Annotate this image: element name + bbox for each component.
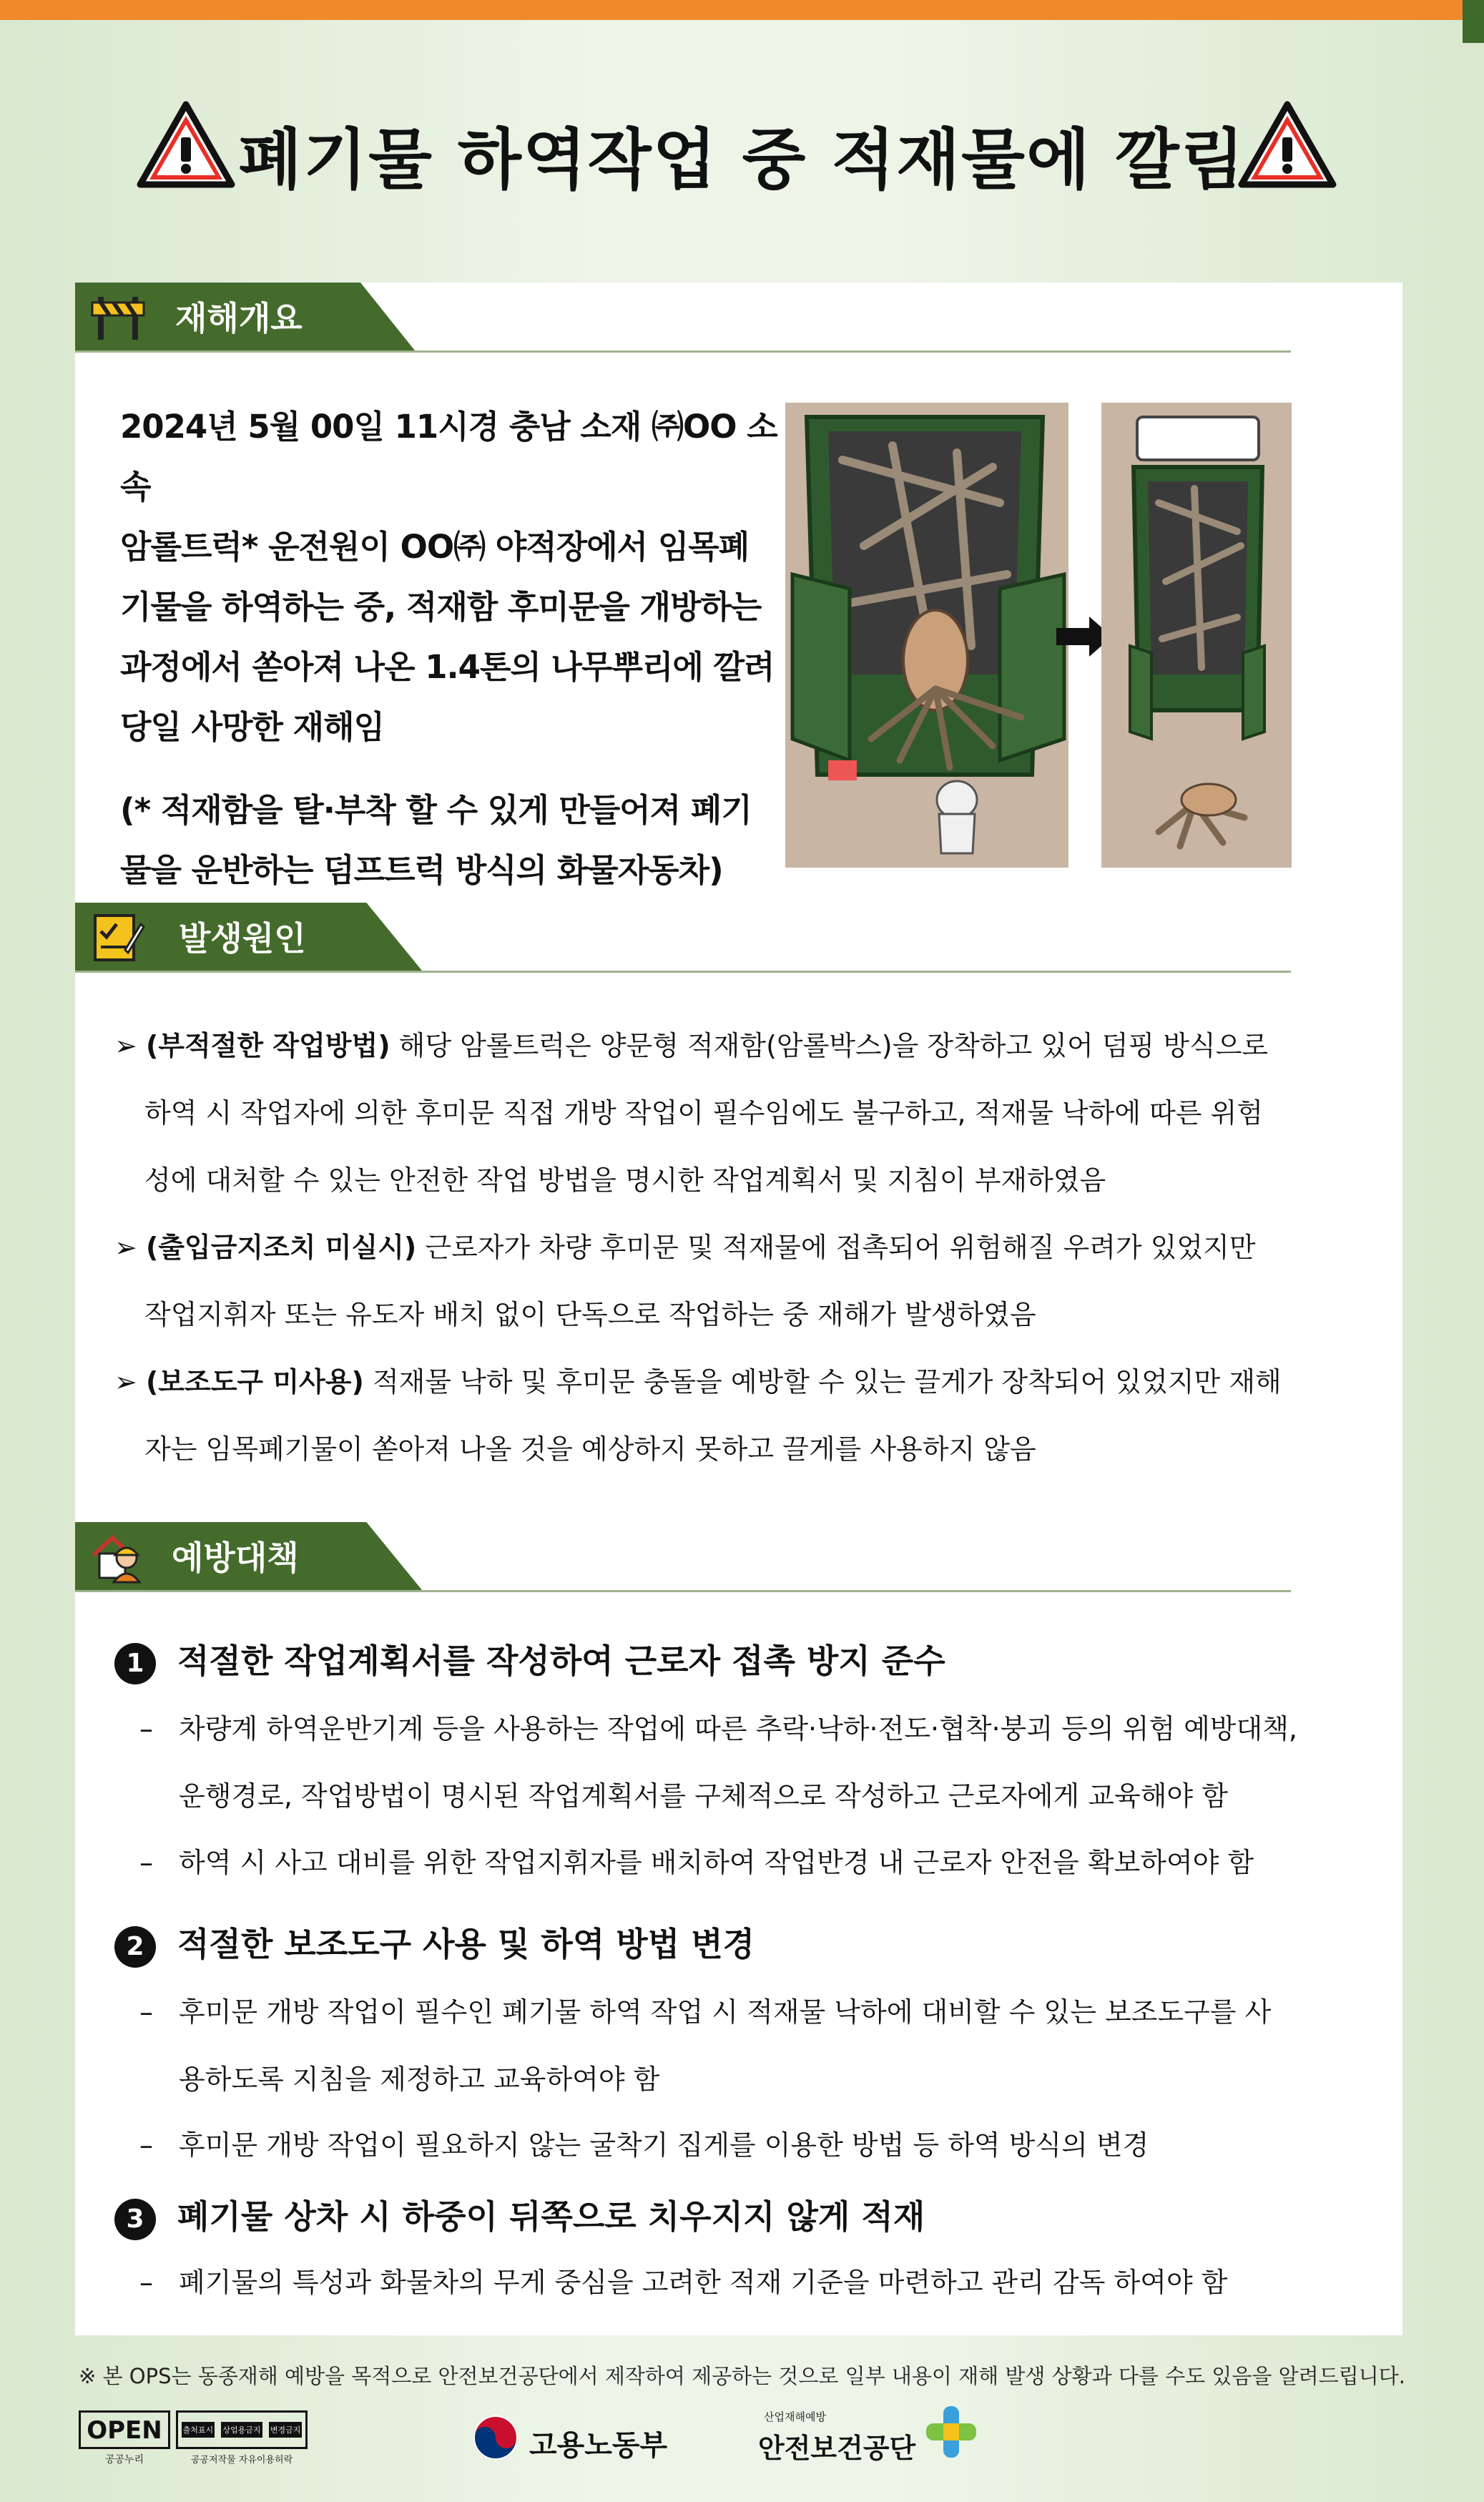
top-accent-bar (0, 0, 1484, 20)
divider (75, 1590, 1291, 1592)
checklist-icon (91, 910, 145, 964)
overview-line: 2024년 5월 00일 11시경 충남 소재 ㈜OO 소속 (120, 408, 777, 506)
barricade-icon (91, 290, 145, 344)
number-badge: 1 (114, 1643, 156, 1684)
top-corner-bar (1463, 0, 1484, 43)
cause-item: ➢ (출입금지조치 미실시) 근로자가 차량 후미문 및 적재물에 접촉되어 위험해질 우려가 있었지만 (114, 1232, 1256, 1263)
overview-line: 과정에서 쏟아져 나온 1.4톤의 나무뿌리에 깔려 (120, 648, 775, 686)
cause-text: 성에 대처할 수 있는 안전한 작업 방법을 명시한 작업계획서 및 지침이 부재하였음 (144, 1164, 1106, 1196)
overview-line: 기물을 하역하는 중, 적재함 후미문을 개방하는 (120, 588, 762, 626)
open-license-badge (79, 2410, 308, 2468)
prevention-item: – 하역 시 사고 대비를 위한 작업지휘자를 배치하여 작업반경 내 근로자 안전을 확보하여야 함 (139, 1847, 1254, 1878)
cause-text: 작업지휘자 또는 유도자 배치 없이 단독으로 작업하는 중 재해가 발생하였음 (144, 1299, 1036, 1330)
cause-item: ➢ (부적절한 작업방법) 해당 암롤트럭은 양문형 적재함(암롤박스)을 장착하고 있어 덤핑 방식으로 (114, 1030, 1269, 1061)
divider (75, 350, 1291, 353)
prevention-heading: 2 적절한 보조도구 사용 및 하역 방법 변경 (114, 1918, 755, 1968)
overview-line: 당일 사망한 재해임 (120, 708, 385, 746)
overview-note-line: 물을 운반하는 덤프트럭 방식의 화물자동차) (120, 851, 723, 889)
worker-house-icon (91, 1529, 145, 1584)
section-title: 발생원인 (179, 919, 306, 958)
prevention-item: – 차량계 하역운반기계 등을 사용하는 작업에 따른 추락·낙하·전도·협착·붕괴 등의 위험 예방대책, (139, 1713, 1298, 1745)
accident-illustration-after (1101, 403, 1292, 868)
agency-small-text: 산업재해예방 (764, 2410, 826, 2423)
overview-note-line: (* 적재함을 탈·부착 할 수 있게 만들어져 폐기 (120, 791, 752, 829)
accident-illustration-before (785, 403, 1068, 868)
open-license-logo: OPEN (79, 2410, 170, 2449)
agency-cross-icon (926, 2403, 976, 2461)
section-title: 예방대책 (172, 1539, 299, 1577)
page-title: 폐기물 하역작업 중 적재물에 깔림 (238, 122, 1246, 198)
cause-text: 자는 임목폐기물이 쏟아져 나올 것을 예상하지 못하고 끌게를 사용하지 않음 (144, 1433, 1036, 1465)
causes-list (114, 1012, 1387, 1483)
license-type: 공공저작물 자유이용허락 (190, 2455, 293, 2466)
overview-text (120, 397, 778, 901)
number-badge: 2 (114, 1926, 156, 1968)
taegeuk-icon (472, 2414, 519, 2461)
prevention-item: – 후미문 개방 작업이 필수인 폐기물 하역 작업 시 적재물 낙하에 대비할 수 있는 보조도구를 사 (139, 1996, 1272, 2028)
open-license-sub: 공공누리 (104, 2454, 144, 2466)
ministry-logo (472, 2414, 687, 2464)
section-header-causes (75, 903, 1291, 971)
prevention-item: – 폐기물의 특성과 화물차의 무게 중심을 고려한 적재 기준을 마련하고 관리 감독 하여야 함 (139, 2267, 1228, 2298)
ministry-name: 고용노동부 (529, 2429, 668, 2462)
overview-line: 암롤트럭* 운전원이 OO㈜ 야적장에서 임목폐 (120, 528, 750, 566)
agency-name: 안전보건공단 (758, 2433, 916, 2464)
cause-text: 하역 시 작업자에 의한 후미문 직접 개방 작업이 필수임에도 불구하고, 적재물 낙하에 따른 위험 (144, 1097, 1264, 1129)
section-title: 재해개요 (175, 299, 303, 338)
section-header-overview (75, 283, 1291, 350)
prevention-heading: 1 적절한 작업계획서를 작성하여 근로자 접촉 방지 준수 (114, 1635, 945, 1684)
cause-item: ➢ (보조도구 미사용) 적재물 낙하 및 후미문 충돌을 예방할 수 있는 끌게가 장착되어 있었지만 재해 (114, 1366, 1282, 1398)
prevention-item-cont: 운행경로, 작업방법이 명시된 작업계획서를 구체적으로 작성하고 근로자에게 교육해야 함 (179, 1780, 1228, 1812)
license-badge: 출처표시 (182, 2422, 215, 2438)
license-badge: 상업용금지 (221, 2422, 262, 2438)
prevention-item: – 후미문 개방 작업이 필요하지 않는 굴착기 집게를 이용한 방법 등 하역 방식의 변경 (139, 2129, 1149, 2161)
divider (75, 971, 1291, 973)
footnote: ※ 본 OPS는 동종재해 예방을 목적으로 안전보건공단에서 제작하여 제공하는 것으로 일부 내용이 재해 발생 상황과 다를 수도 있음을 알려드립니다. (79, 2364, 1405, 2388)
prevention-heading: 3 폐기물 상차 시 하중이 뒤쪽으로 치우지지 않게 적재 (114, 2191, 925, 2240)
prevention-item-cont: 용하도록 지침을 제정하고 교육하여야 함 (179, 2064, 660, 2095)
agency-logo (758, 2403, 973, 2468)
section-header-prevention (75, 1522, 1291, 1590)
license-badges (176, 2410, 308, 2449)
number-badge: 3 (114, 2199, 156, 2240)
license-badge: 변경금지 (269, 2422, 303, 2438)
